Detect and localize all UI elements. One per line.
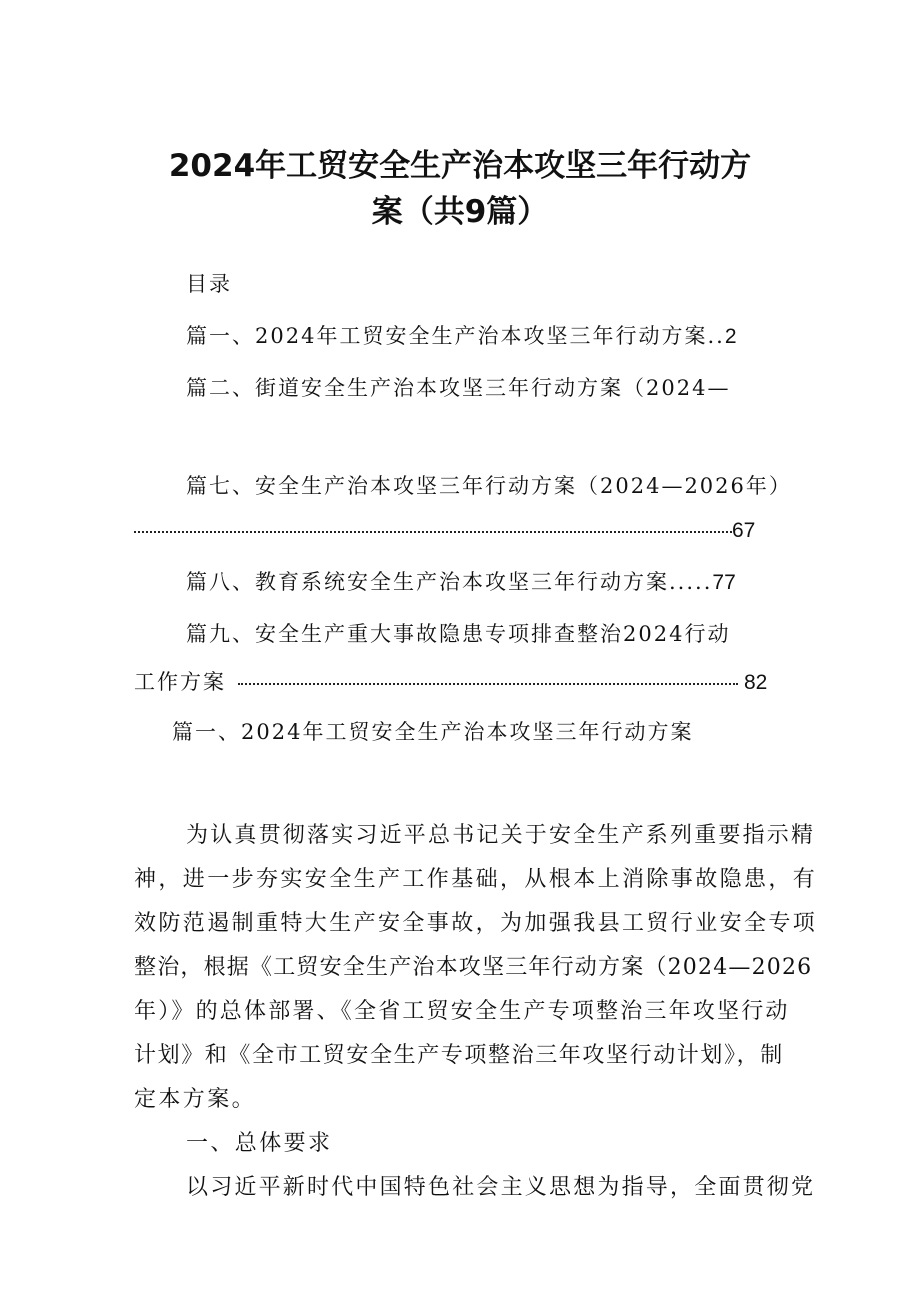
body-line-4: 整治，根据《工贸安全生产治本攻坚三年行动方案（2024—2026	[134, 955, 813, 980]
title-line-1: 2024年工贸安全生产治本攻坚三年行动方	[168, 148, 752, 184]
toc-heading: 目录	[186, 272, 232, 296]
body-line-3: 效防范遏制重特大生产安全事故，为加强我县工贸行业安全专项	[134, 911, 818, 936]
body-line-5: 年）》的总体部署、《全省工贸安全生产专项整治三年攻坚行动	[134, 999, 790, 1024]
toc-item-7-leader-row	[134, 518, 764, 543]
toc-item-7-dot-leader	[134, 531, 732, 533]
toc-item-2[interactable]	[186, 372, 730, 402]
body-line-1: 为认真贯彻落实习近平总书记关于安全生产系列重要指示精	[186, 823, 816, 848]
toc-item-1-page: 2	[724, 325, 737, 348]
toc-item-1[interactable]	[186, 320, 737, 350]
toc-item-8-label: 篇八、教育系统安全生产治本攻坚三年行动方案	[186, 570, 669, 594]
toc-item-9[interactable]	[186, 618, 730, 648]
body-line-6: 计划》和《全市工贸安全生产专项整治三年攻坚行动计划》，制	[134, 1043, 784, 1068]
toc-item-9-dot-leader	[238, 683, 738, 685]
toc-item-2-label: 篇二、街道安全生产治本攻坚三年行动方案（2024—	[186, 376, 731, 400]
toc-item-8[interactable]	[186, 566, 736, 596]
section-heading: 篇一、2024年工贸安全生产治本攻坚三年行动方案	[172, 720, 694, 744]
toc-item-1-leader: ..	[707, 324, 725, 348]
toc-item-7-label: 篇七、安全生产治本攻坚三年行动方案（2024—2026年）	[186, 474, 792, 498]
toc-item-9-label: 篇九、安全生产重大事故隐患专项排查整治2024行动	[186, 622, 731, 646]
body-line-2: 神，进一步夯实安全生产工作基础，从根本上消除事故隐患，有	[134, 867, 818, 892]
subheading-general-requirements: 一、总体要求	[186, 1131, 333, 1156]
toc-item-1-label: 篇一、2024年工贸安全生产治本攻坚三年行动方案	[186, 324, 708, 348]
body-line-7: 定本方案。	[134, 1087, 257, 1112]
toc-item-7[interactable]	[186, 470, 792, 500]
toc-item-9-leader-row	[134, 666, 768, 696]
toc-item-7-page: 67	[732, 519, 756, 542]
toc-item-9-page: 82	[744, 671, 768, 694]
toc-item-8-page: 77	[712, 571, 736, 594]
title-line-2: 案（共9篇）	[371, 194, 549, 230]
body-line-9: 以习近平新时代中国特色社会主义思想为指导，全面贯彻党	[186, 1175, 816, 1200]
toc-item-8-leader: .....	[669, 570, 713, 594]
toc-item-9-label-cont: 工作方案	[134, 670, 226, 694]
